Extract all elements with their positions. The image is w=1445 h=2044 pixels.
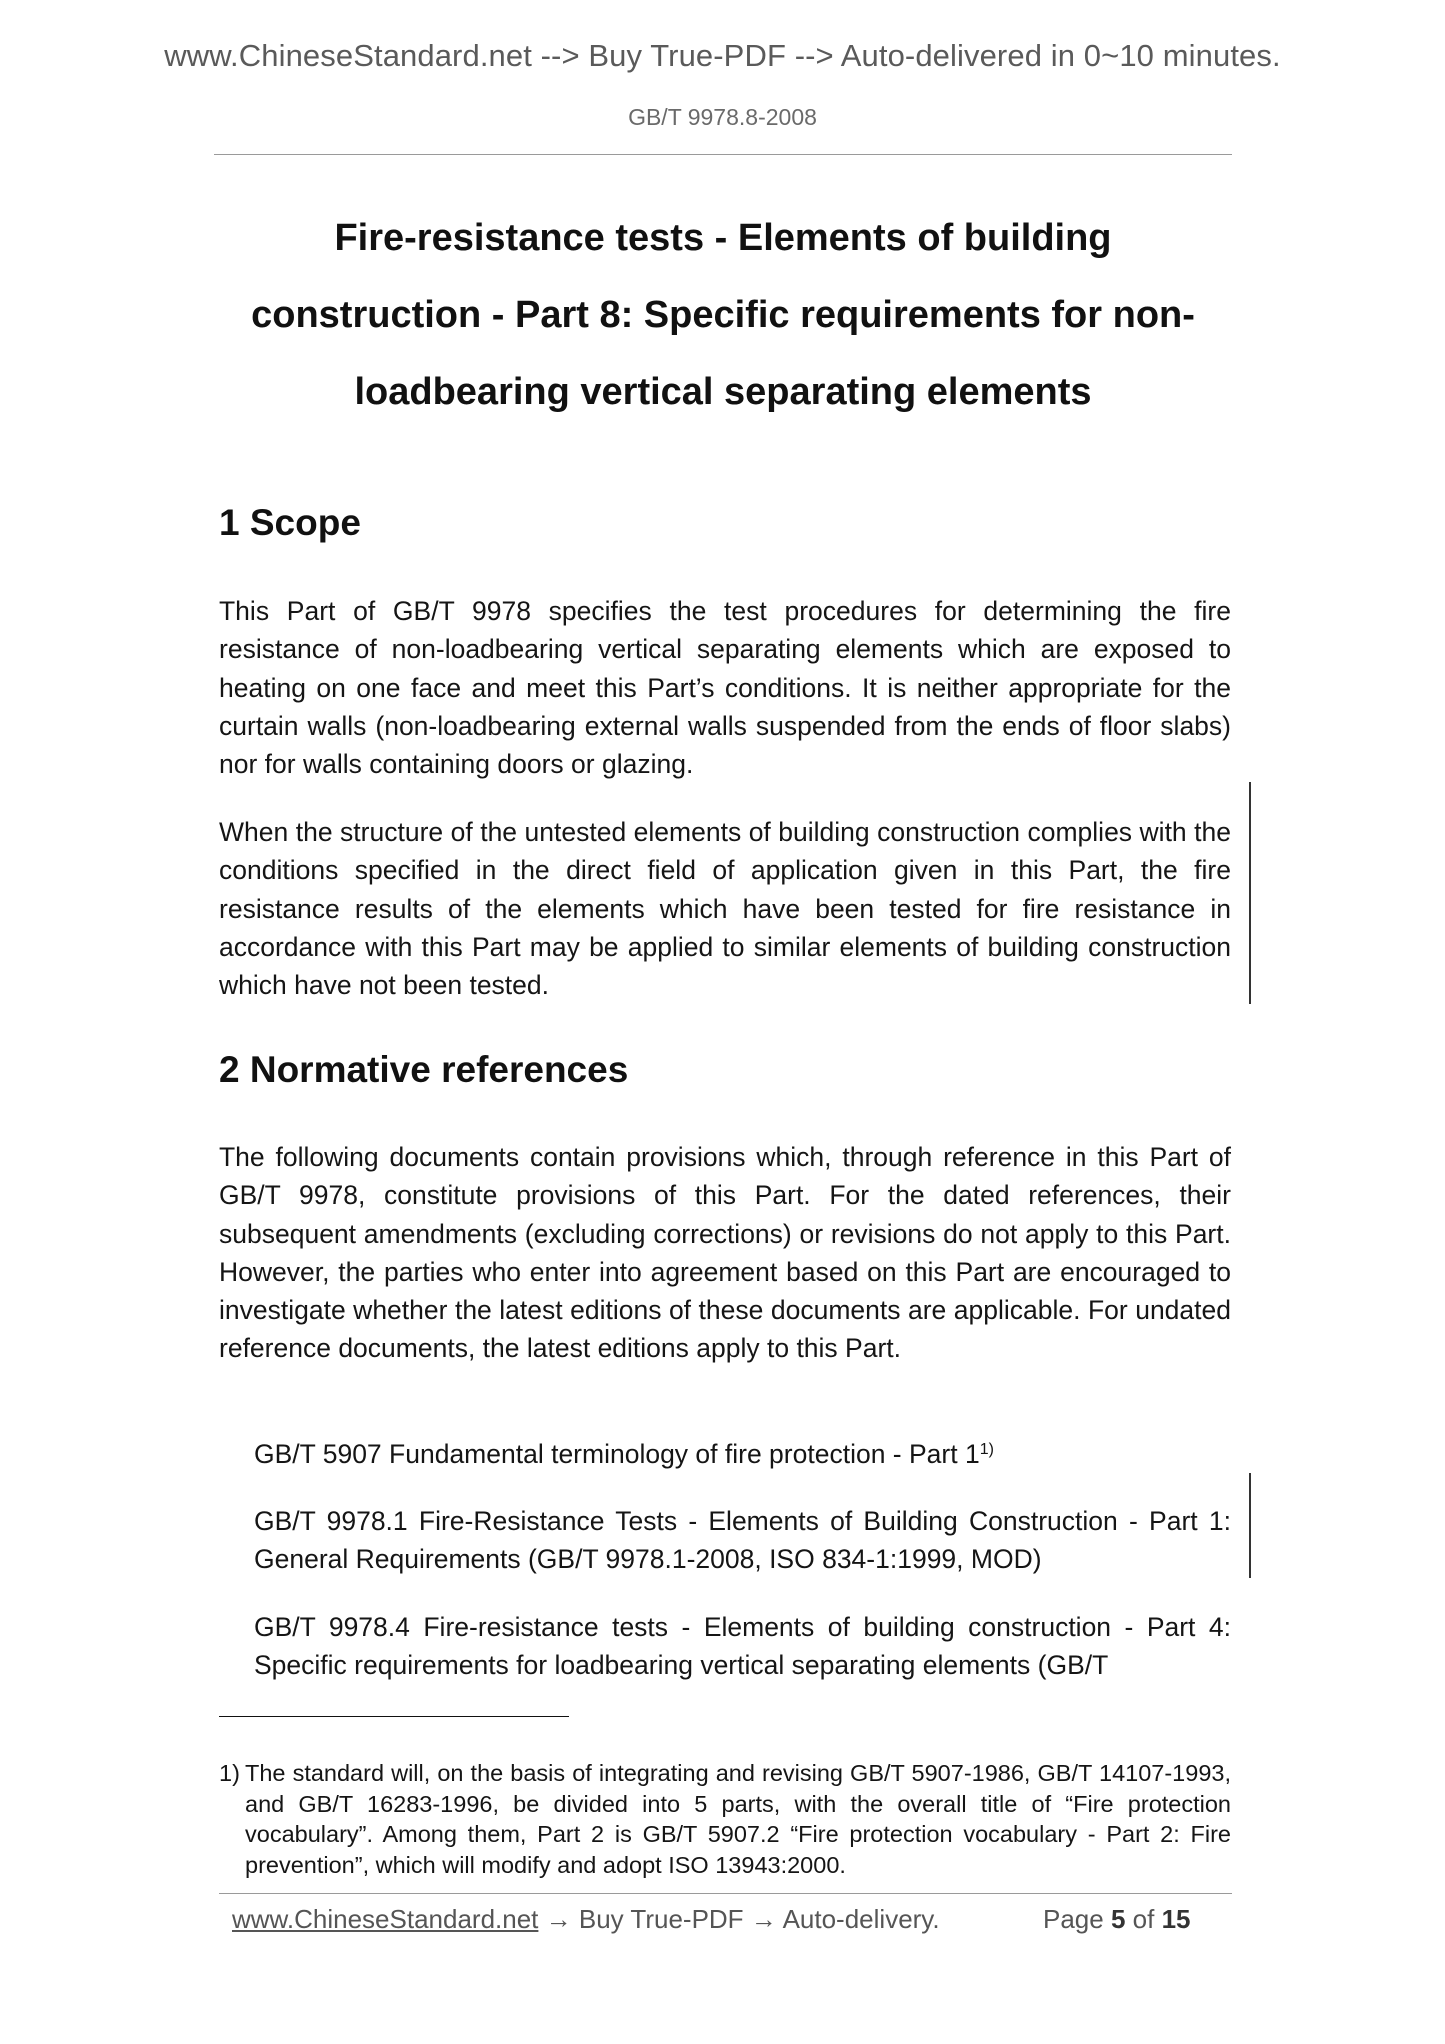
title-line: construction - Part 8: Specific requirements for non- bbox=[251, 294, 1195, 336]
section-heading-normative-references: 2 Normative references bbox=[219, 1049, 629, 1090]
footnote bbox=[219, 1758, 1231, 1880]
normative-intro-paragraph: The following documents contain provisions which, through reference in this Part of GB/T 9978, constitute provisions of this Part. For the dated references, their subsequent amendments (excluding corrections) or revisions do not apply to this Part. However, the parties who enter into agreement based on this Part are encouraged to investigate whether the latest editions of these documents are applicable. For undated reference documents, the latest editions apply to this Part. bbox=[219, 1142, 1231, 1364]
reference-gbt-9978-4: GB/T 9978.4 Fire-resistance tests - Elements of building construction - Part 4: Specific requirements for loadbearing vertical separating elements (GB/T bbox=[254, 1612, 1231, 1681]
top-banner: www.ChineseStandard.net --> Buy True-PDF --> Auto-delivered in 0~10 minutes. bbox=[164, 38, 1281, 73]
scope-paragraph-1: This Part of GB/T 9978 specifies the test procedures for determining the fire resistance of non-loadbearing vertical separating elements which are exposed to heating on one face and meet this Part’s conditions. It is neither appropriate for the curtain walls (non-loadbearing external walls suspended from the ends of floor slabs) nor for walls containing doors or glazing. bbox=[219, 596, 1231, 780]
footer-divider bbox=[219, 1893, 1232, 1894]
reference-text: GB/T 5907 Fundamental terminology of fire protection - Part 1 bbox=[254, 1439, 980, 1469]
total-pages-number: 15 bbox=[1161, 1904, 1191, 1934]
reference-gbt-9978-1: GB/T 9978.1 Fire-Resistance Tests - Elements of Building Construction - Part 1: General Requirements (GB/T 9978.1-2008, ISO 834-1:1999, MOD) bbox=[254, 1506, 1231, 1575]
page-of-label: of bbox=[1132, 1904, 1155, 1934]
footnote-reference[interactable]: 1) bbox=[979, 1441, 994, 1458]
header-divider bbox=[214, 154, 1232, 155]
title-line: loadbearing vertical separating elements bbox=[354, 371, 1092, 413]
reference-gbt-5907 bbox=[254, 1435, 1231, 1473]
footer-left bbox=[232, 1904, 940, 1935]
page-indicator bbox=[1043, 1904, 1191, 1935]
document-title bbox=[214, 200, 1232, 431]
current-page-number: 5 bbox=[1110, 1904, 1126, 1934]
doc-code: GB/T 9978.8-2008 bbox=[628, 104, 817, 130]
scope-paragraph-2: When the structure of the untested elements of building construction complies with the conditions specified in the direct field of application given in this Part, the fire resistance results of the elements which have been tested for fire resistance in accordance with this Part may be applied to similar elements of building construction which have not been tested. bbox=[219, 817, 1231, 1001]
footer-tagline: → Buy True-PDF → Auto-delivery. bbox=[538, 1904, 940, 1934]
footer-website-link[interactable]: www.ChineseStandard.net bbox=[232, 1904, 539, 1934]
change-bar bbox=[1249, 782, 1251, 1004]
title-line: Fire-resistance tests - Elements of building bbox=[334, 217, 1112, 259]
footnote-divider bbox=[219, 1716, 569, 1717]
footnote-text: The standard will, on the basis of integrating and revising GB/T 5907-1986, GB/T 14107-1993, and GB/T 16283-1996, be divided into 5 parts, with the overall title of “Fire protection vocabulary”. Among them, Part 2 is GB/T 5907.2 “Fire protection vocabulary - Part 2: Fire prevention”, which will modify and adopt ISO 13943:2000. bbox=[245, 1760, 1231, 1878]
change-bar bbox=[1249, 1473, 1251, 1578]
section-heading-scope: 1 Scope bbox=[219, 502, 361, 543]
page-label: Page bbox=[1043, 1904, 1104, 1934]
footnote-mark: 1) bbox=[219, 1760, 240, 1786]
